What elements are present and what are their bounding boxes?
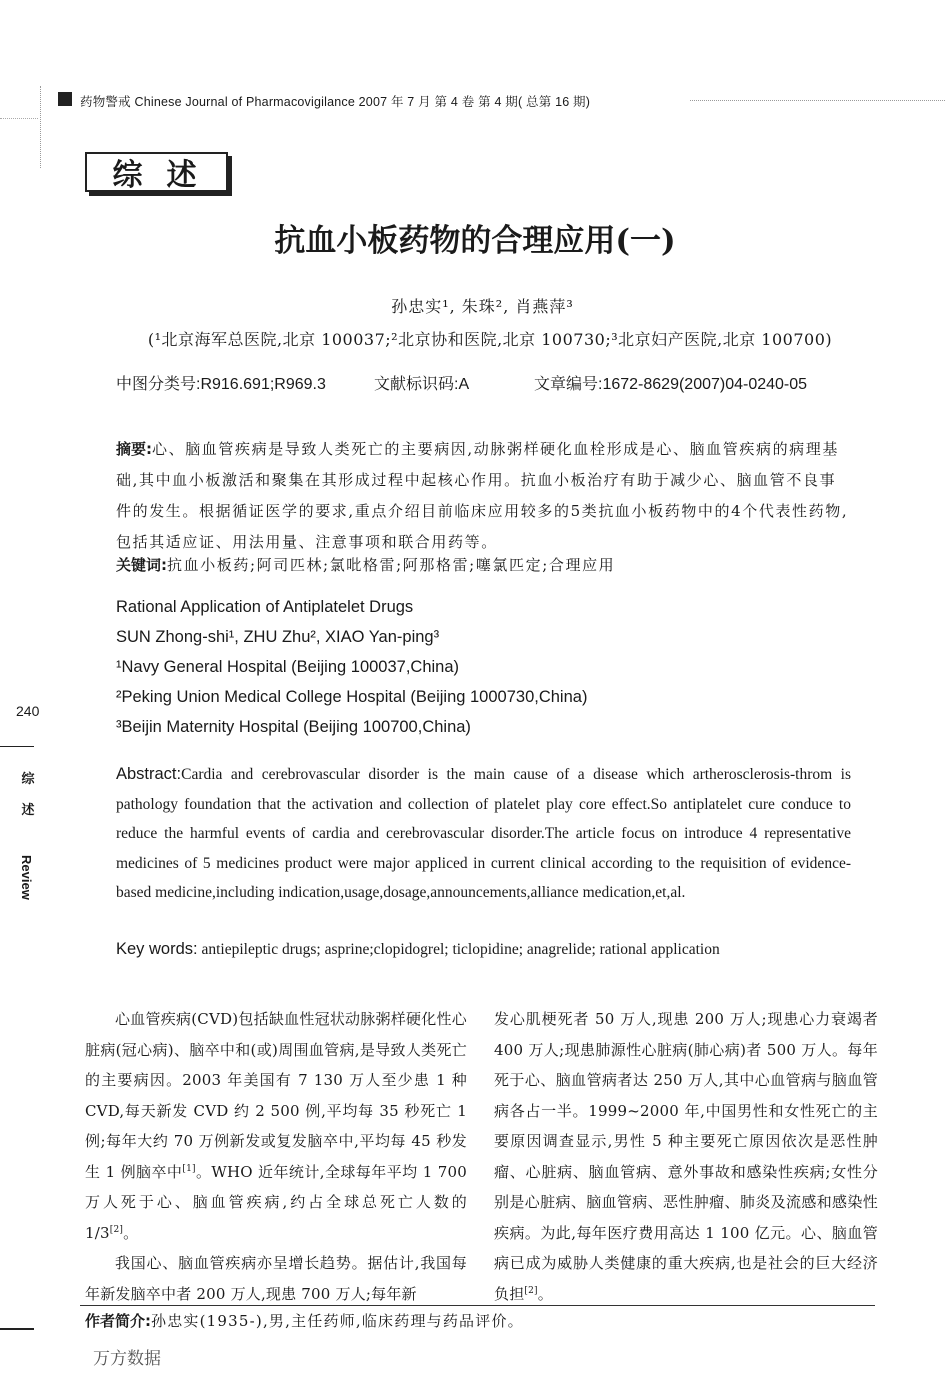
header-left-dotted-rule: [40, 86, 41, 168]
abstract-en: [116, 760, 851, 908]
keywords-en-label: Key words:: [116, 940, 198, 958]
footnote-rule: [80, 1305, 875, 1306]
section-label: 综述: [85, 152, 228, 192]
body-text: 。: [537, 1284, 553, 1303]
abstract-en-label: Abstract:: [116, 765, 182, 783]
keywords-cn-text: 抗血小板药;阿司匹林;氯吡格雷;阿那格雷;噻氯匹定;合理应用: [167, 556, 616, 574]
article-title: 抗血小板药物的合理应用(一): [274, 223, 676, 259]
article-number: 文章编号:1672-8629(2007)04-0240-05: [534, 376, 808, 393]
running-header: 药物警戒 Chinese Journal of Pharmacovigilance 2007 年 7 月 第 4 卷 第 4 期( 总第 16 期): [80, 95, 591, 109]
watermark: 万方数据: [93, 1349, 161, 1369]
body-paragraph: [494, 1004, 878, 1309]
affiliations: (¹北京海军总医院,北京 100037;²北京协和医院,北京 100730;³北京妇产医院,北京 100700): [147, 330, 833, 349]
citation: [2]: [109, 1224, 124, 1235]
keywords-cn-label: 关键词:: [116, 556, 167, 574]
citation: [2]: [524, 1285, 538, 1296]
body-column-left: [85, 1004, 467, 1309]
page-number: 240: [16, 703, 40, 719]
body-paragraph: 我国心、脑血管疾病亦呈增长趋势。据估计,我国每年新发脑卒中者 200 万人,现患 700 万人;每年新: [85, 1254, 467, 1303]
margin-section-cn: 综述: [21, 772, 35, 818]
body-text: 心血管疾病(CVD)包括缺血性冠状动脉粥样硬化性心脏病(冠心病)、脑卒中和(或)周围血管病,是导致人类死亡的主要病因。2003 年美国有 7 130 万人至少患 1 种 CVD,每天新发 CVD 约 2 500 例,平均每 35 秒死亡 1 例;每年大约 70 万例新发或复发脑卒中,平均每 45 秒发生 1 例脑卒中: [85, 1010, 467, 1181]
keywords-en-text: antiepileptic drugs; asprine;clopidogrel; ticlopidine; anagrelide; rational application: [201, 941, 720, 958]
abstract-cn: [116, 434, 852, 558]
body-column-right: [494, 1004, 878, 1309]
document-code: 文献标识码:A: [374, 376, 470, 393]
footnote-label: 作者简介:: [85, 1312, 151, 1330]
body-paragraph: [85, 1004, 467, 1248]
margin-section-en: Review: [19, 855, 34, 900]
journal-logo-icon: [58, 92, 72, 106]
body-text: 。WHO 近年统计,全球每年平均 1 700 万人死于心、脑血管疾病,约占全球总死亡人数的 1/3: [85, 1162, 467, 1242]
abstract-cn-label: 摘要:: [116, 440, 152, 458]
author-list: 孙忠实¹, 朱珠², 肖燕萍³: [391, 297, 574, 316]
keywords-en: [116, 940, 720, 959]
english-affiliation-3: ³Beijin Maternity Hospital (Beijing 100700,China): [116, 718, 471, 736]
margin-rule: [0, 746, 34, 747]
english-title: Rational Application of Antiplatelet Drugs: [116, 598, 414, 616]
author-footnote: [85, 1310, 524, 1331]
citation: [1]: [182, 1163, 196, 1174]
body-text: 发心肌梗死者 50 万人,现患 200 万人;现患心力衰竭者 400 万人;现患肺源性心脏病(肺心病)者 500 万人。每年死于心、脑血管病者达 250 万人,其中心血管病与脑血管病各占一半。1999~2000 年,中国男性和女性死亡的主要原因调查显示,男性 5 种主要死亡原因依次是恶性肿瘤、心脏病、脑血管病、意外事故和感染性疾病;女性分别是心脏病、脑血管病、恶性肿瘤、肺炎及流感和感染性疾病。为此,每年医疗费用高达 1 100 亿元。心、脑血管病已成为威胁人类健康的重大疾病,也是社会的巨大经济负担: [494, 1010, 878, 1303]
abstract-cn-text: 心、脑血管疾病是导致人类死亡的主要病因,动脉粥样硬化血栓形成是心、脑血管疾病的病理基础,其中血小板激活和聚集在其形成过程中起核心作用。抗血小板治疗有助于减少心、脑血管不良事件的发生。根据循证医学的要求,重点介绍目前临床应用较多的5类抗血小板药物中的4个代表性药物,包括其适应证、用法用量、注意事项和联合用药等。: [116, 440, 849, 551]
english-affiliation-2: ²Peking Union Medical College Hospital (Beijing 1000730,China): [116, 688, 588, 706]
header-left-dotted-line: [0, 118, 38, 119]
footnote-text: 孙忠实(1935-),男,主任药师,临床药理与药品评价。: [151, 1312, 524, 1330]
footnote-left-rule: [0, 1328, 34, 1330]
header-dotted-line: [690, 100, 945, 101]
keywords-cn: [116, 550, 852, 581]
body-text: 。: [123, 1223, 139, 1242]
clc-number: 中图分类号:R916.691;R969.3: [116, 376, 326, 393]
english-affiliation-1: ¹Navy General Hospital (Beijing 100037,China): [116, 658, 460, 676]
abstract-en-text: Cardia and cerebrovascular disorder is the main cause of a disease which artherosclerosis-throm is pathology foundation that the activation and collection of platelet play core effect.So antiplatelet cure conduce to reduce the harmful events of cardia and cerebrovascular disorder.The article focus on introduce 4 representative medicines of 5 medicines product were major appliced in current clinical according to the requisition of evidence-based medicine,including indication,usage,dosage,announcements,alliance medication,et,al.: [116, 766, 851, 901]
english-authors: SUN Zhong-shi¹, ZHU Zhu², XIAO Yan-ping³: [116, 628, 440, 646]
